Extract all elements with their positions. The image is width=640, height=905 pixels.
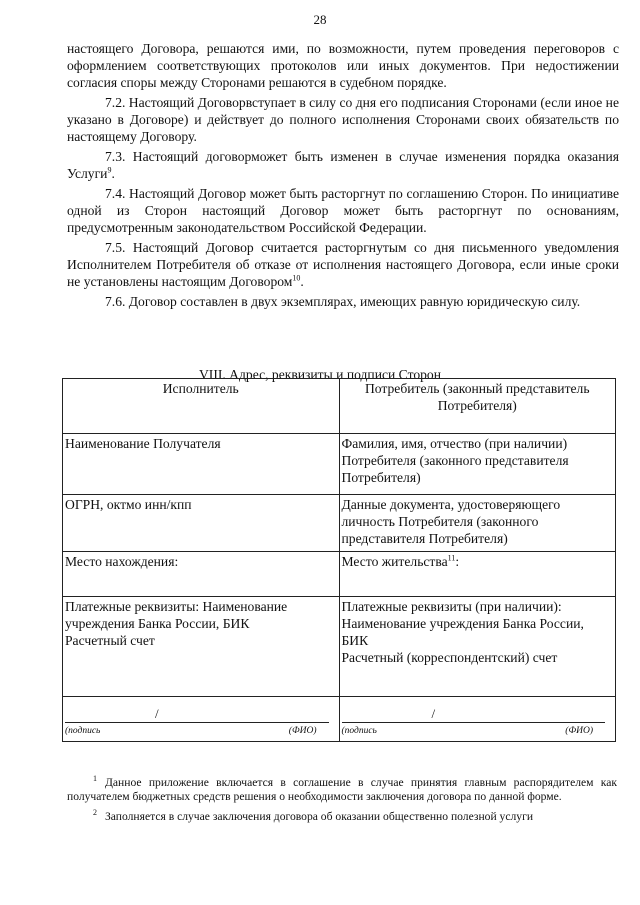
section-title: VIII. Адрес, реквизиты и подписи Сторон xyxy=(198,367,441,382)
footnote-ref-9: 9 xyxy=(107,165,112,175)
page-number: 28 xyxy=(313,12,327,27)
header-consumer: Потребитель (законный представитель Потребителя) xyxy=(339,379,616,434)
consumer-bank-line: Наименование учреждения Банка России, БИК xyxy=(341,616,584,648)
executor-payment-cell xyxy=(63,597,340,697)
signature-row xyxy=(63,697,616,742)
executor-account-line: Расчетный счет xyxy=(65,633,155,648)
paragraph-7-4: 7.4. Настоящий Договор может быть расторгнут по соглашению Сторон. По инициативе одной из Сторон настоящий Договор может быть расторгнут по основаниям, предусмотренным законодательством Российской Федерации. xyxy=(67,186,619,235)
signature-caption: (подпись xyxy=(65,726,101,736)
signature-slash: / xyxy=(431,706,436,721)
executor-bank-line: Платежные реквизиты: Наименование учреждения Банка России, БИК xyxy=(65,599,288,631)
footnote-1-text: Данное приложение включается в соглашение в случае принятия главным распорядителем как получателем бюджетных средств решения о необходимости заключения договора по данной форме. xyxy=(67,775,617,803)
residence-cell xyxy=(339,552,616,597)
consumer-signature-line xyxy=(342,704,606,723)
consumer-payment-line: Платежные реквизиты (при наличии): xyxy=(341,599,562,614)
name-caption: (ФИО) xyxy=(565,726,593,736)
signature-caption: (подпись xyxy=(341,726,377,736)
paragraph-7-6: 7.6. Договор составлен в двух экземплярах, имеющих равную юридическую силу. xyxy=(105,294,581,309)
id-document-cell: Данные документа, удостоверяющего личность Потребителя (законного представителя Потребителя) xyxy=(339,495,616,552)
footnote-2-text: Заполняется в случае заключения договора об оказании общественно полезной услуги xyxy=(105,809,534,823)
footnotes xyxy=(67,772,617,826)
paragraph-7-2: 7.2. Настоящий Договорвступает в силу со дня его подписания Сторонами (если иное не указано в Договоре) и действует до полного исполнения Сторонами своих обязательств по настоящему Договору. xyxy=(67,95,619,144)
consumer-name-cell: Фамилия, имя, отчество (при наличии) Потребителя (законного представителя Потребителя) xyxy=(339,434,616,495)
paragraph-7-3-text: 7.3. Настоящий договорможет быть изменен в случае изменения порядка оказания Услуги xyxy=(67,149,619,181)
consumer-signature-cell xyxy=(339,697,616,742)
table-row xyxy=(63,597,616,697)
footnote-2-number: 2 xyxy=(93,807,97,817)
requisites-table xyxy=(62,378,616,742)
footnote-1-number: 1 xyxy=(93,774,97,783)
executor-signature-line xyxy=(65,704,329,723)
ogrn-cell: ОГРН, октмо инн/кпп xyxy=(63,495,340,552)
table-row xyxy=(63,552,616,597)
paragraph-7-5-end: . xyxy=(300,274,304,289)
executor-signature-captions xyxy=(65,723,337,740)
footnote-ref-10: 10 xyxy=(292,273,301,283)
residence-label: Место жительства xyxy=(341,554,448,569)
location-cell: Место нахождения: xyxy=(63,552,340,597)
table-header-row xyxy=(63,379,616,434)
header-executor: Исполнитель xyxy=(63,379,340,434)
residence-colon: : xyxy=(455,554,460,569)
footnote-ref-11: 11 xyxy=(447,553,456,563)
contract-body xyxy=(67,40,619,313)
paragraph-7-5-text: 7.5. Настоящий Договор считается расторгнутым со дня письменного уведомления Исполнителем Потребителя об отказе от исполнения настоящего Договора, если иные сроки не установлены настоящим Договором xyxy=(67,240,619,289)
consumer-payment-cell xyxy=(339,597,616,697)
table-row xyxy=(63,434,616,495)
paragraph-7-3 xyxy=(67,148,619,182)
recipient-name-cell: Наименование Получателя xyxy=(63,434,340,495)
paragraph-7-5 xyxy=(67,239,619,290)
footnote-1 xyxy=(67,772,617,804)
footnote-2 xyxy=(67,806,617,824)
consumer-account-line: Расчетный (корреспондентский) счет xyxy=(341,650,558,665)
signature-slash: / xyxy=(155,706,159,721)
paragraph-continuation: настоящего Договора, решаются ими, по возможности, путем проведения переговоров с оформлением соответствующих протоколов или иных документов. При недостижении согласия споры между Сторонами решаются в судебном порядке. xyxy=(67,41,619,90)
table-row xyxy=(63,495,616,552)
name-caption: (ФИО) xyxy=(288,726,317,736)
consumer-signature-captions xyxy=(342,723,614,740)
executor-signature-cell xyxy=(63,697,340,742)
paragraph-7-3-end: . xyxy=(111,166,115,181)
